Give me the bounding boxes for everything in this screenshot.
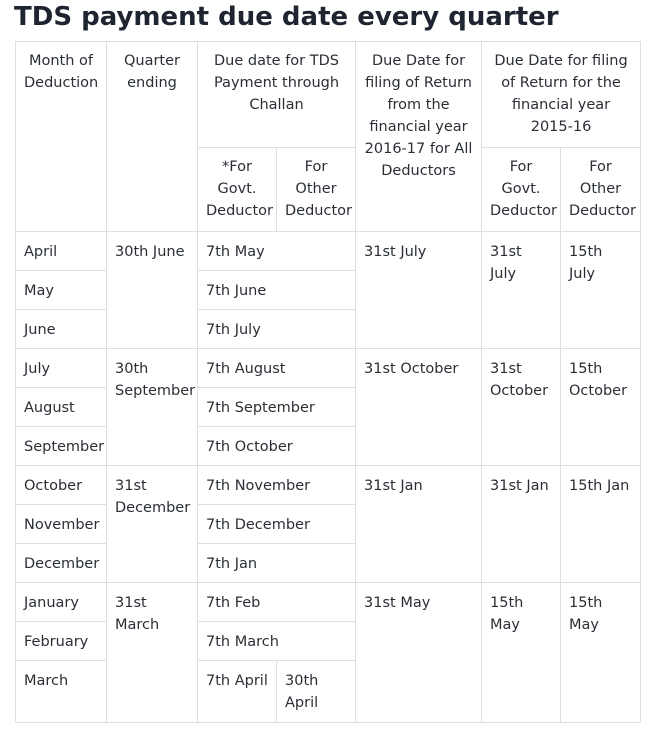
header-month: Month of Deduction	[16, 42, 107, 232]
month-cell: February	[16, 622, 107, 661]
page-title: TDS payment due date every quarter	[14, 2, 559, 32]
quarter-ending-cell: 31st March	[107, 583, 198, 723]
challan-date-cell: 7th June	[198, 271, 356, 310]
challan-date-cell: 7th March	[198, 622, 356, 661]
month-cell: April	[16, 232, 107, 271]
return-other-cell: 15th Jan	[561, 466, 641, 583]
challan-date-cell: 7th September	[198, 388, 356, 427]
header-return-2015-16: Due Date for filing of Return for the financial year 2015-16	[482, 42, 641, 148]
table-row	[16, 349, 641, 388]
return-govt-cell: 31st Jan	[482, 466, 561, 583]
table-row	[16, 583, 641, 622]
return-other-cell: 15th May	[561, 583, 641, 723]
return-other-cell: 15th July	[561, 232, 641, 349]
return-2016-17-cell: 31st October	[356, 349, 482, 466]
return-govt-cell: 31st October	[482, 349, 561, 466]
month-cell: January	[16, 583, 107, 622]
quarter-ending-cell: 31st December	[107, 466, 198, 583]
month-cell: June	[16, 310, 107, 349]
challan-date-cell: 7th August	[198, 349, 356, 388]
month-cell: August	[16, 388, 107, 427]
challan-date-cell: 7th Jan	[198, 544, 356, 583]
month-cell: October	[16, 466, 107, 505]
challan-date-cell: 7th July	[198, 310, 356, 349]
month-cell: September	[16, 427, 107, 466]
table-row	[16, 232, 641, 271]
return-2016-17-cell: 31st Jan	[356, 466, 482, 583]
challan-date-cell: 7th October	[198, 427, 356, 466]
table-row	[16, 466, 641, 505]
month-cell: May	[16, 271, 107, 310]
month-cell: November	[16, 505, 107, 544]
challan-date-cell: 7th Feb	[198, 583, 356, 622]
month-cell: March	[16, 661, 107, 723]
return-2016-17-cell: 31st July	[356, 232, 482, 349]
header-quarter-ending: Quarter ending	[107, 42, 198, 232]
challan-date-cell: 7th May	[198, 232, 356, 271]
challan-date-cell: 7th November	[198, 466, 356, 505]
return-govt-cell: 15th May	[482, 583, 561, 723]
challan-other-date-cell: 30th April	[277, 661, 356, 723]
header-challan-govt: *For Govt. Deductor	[198, 148, 277, 232]
return-other-cell: 15th October	[561, 349, 641, 466]
header-return-other: For Other Deductor	[561, 148, 641, 232]
tds-due-date-table	[15, 41, 641, 723]
header-row-1	[16, 42, 641, 148]
return-2016-17-cell: 31st May	[356, 583, 482, 723]
return-govt-cell: 31st July	[482, 232, 561, 349]
quarter-ending-cell: 30th June	[107, 232, 198, 349]
quarter-ending-cell: 30th September	[107, 349, 198, 466]
header-challan-other: For Other Deductor	[277, 148, 356, 232]
header-return-govt: For Govt. Deductor	[482, 148, 561, 232]
month-cell: December	[16, 544, 107, 583]
month-cell: July	[16, 349, 107, 388]
challan-govt-date-cell: 7th April	[198, 661, 277, 723]
header-challan-due-date: Due date for TDS Payment through Challan	[198, 42, 356, 148]
header-return-2016-17: Due Date for filing of Return from the financial year 2016-17 for All Deductors	[356, 42, 482, 232]
challan-date-cell: 7th December	[198, 505, 356, 544]
